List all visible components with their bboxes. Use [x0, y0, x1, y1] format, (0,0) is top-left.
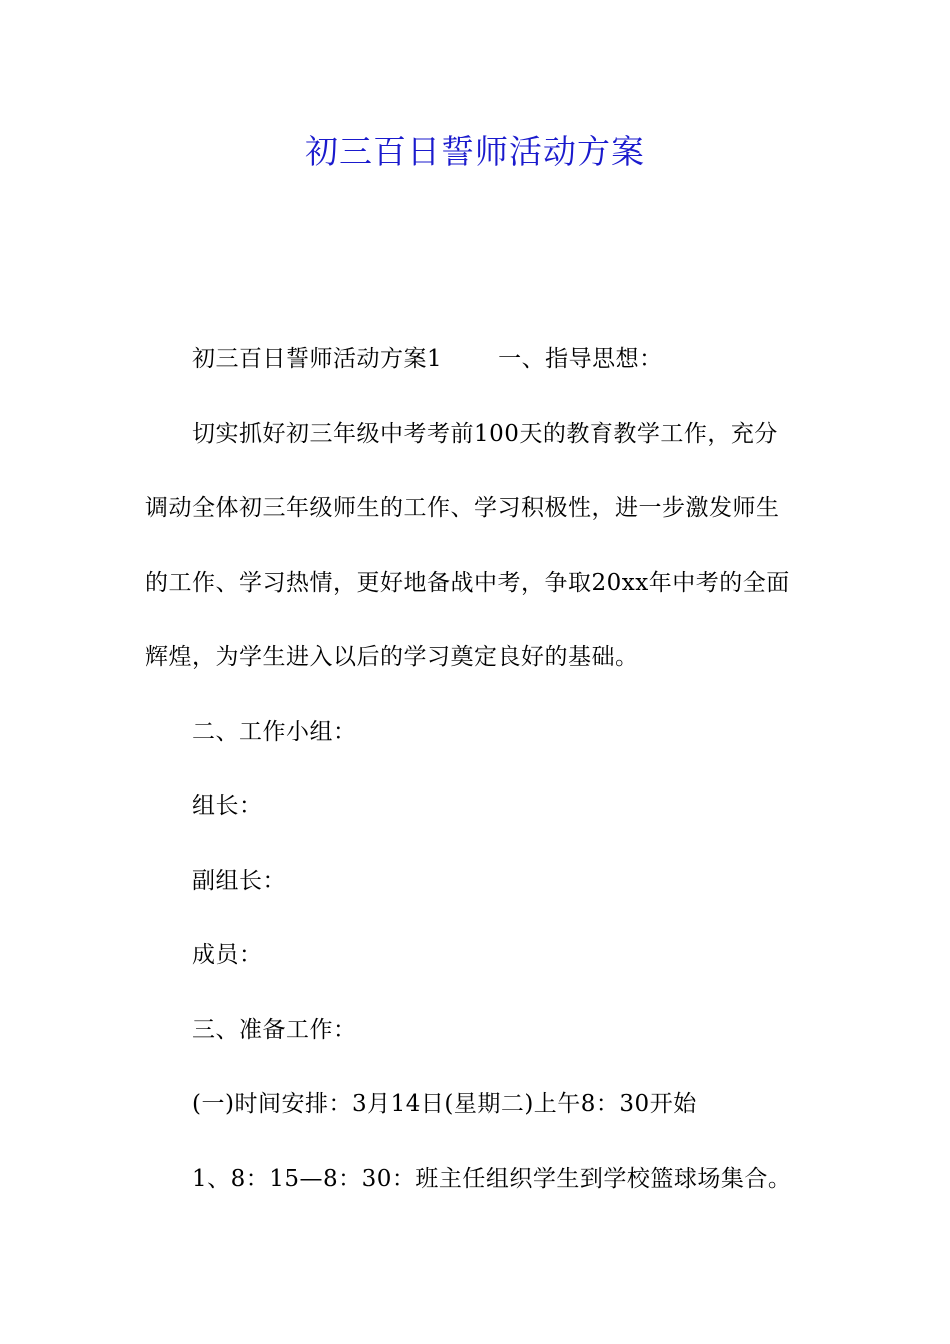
paragraph-line: 辉煌，为学生进入以后的学习奠定良好的基础。: [145, 644, 639, 670]
plan-subtitle: 初三百日誓师活动方案1: [192, 346, 443, 372]
section-heading-guiding-thought: 一、指导思想：: [498, 346, 663, 372]
paragraph-line: 切实抓好初三年级中考考前100天的教育教学工作，充分: [192, 420, 778, 447]
section-heading-preparation: 三、准备工作：: [192, 1016, 357, 1043]
group-leader-label: 组长：: [192, 793, 263, 819]
paragraph-line: 的工作、学习热情，更好地备战中考，争取20xx年中考的全面: [145, 569, 790, 596]
document-title: 初三百日誓师活动方案: [305, 132, 645, 171]
paragraph-line: 调动全体初三年级师生的工作、学习积极性，进一步激发师生: [145, 495, 780, 521]
schedule-item: 1、8：15—8：30：班主任组织学生到学校篮球场集合。: [192, 1165, 792, 1192]
section-heading-work-group: 二、工作小组：: [192, 718, 357, 745]
paragraph-heading-line: [145, 336, 815, 411]
deputy-leader-label: 副组长：: [192, 867, 286, 894]
members-label: 成员：: [192, 942, 263, 968]
document-body: [145, 336, 815, 1230]
schedule-line: (一)时间安排：3月14日(星期二)上午8：30开始: [192, 1091, 697, 1117]
